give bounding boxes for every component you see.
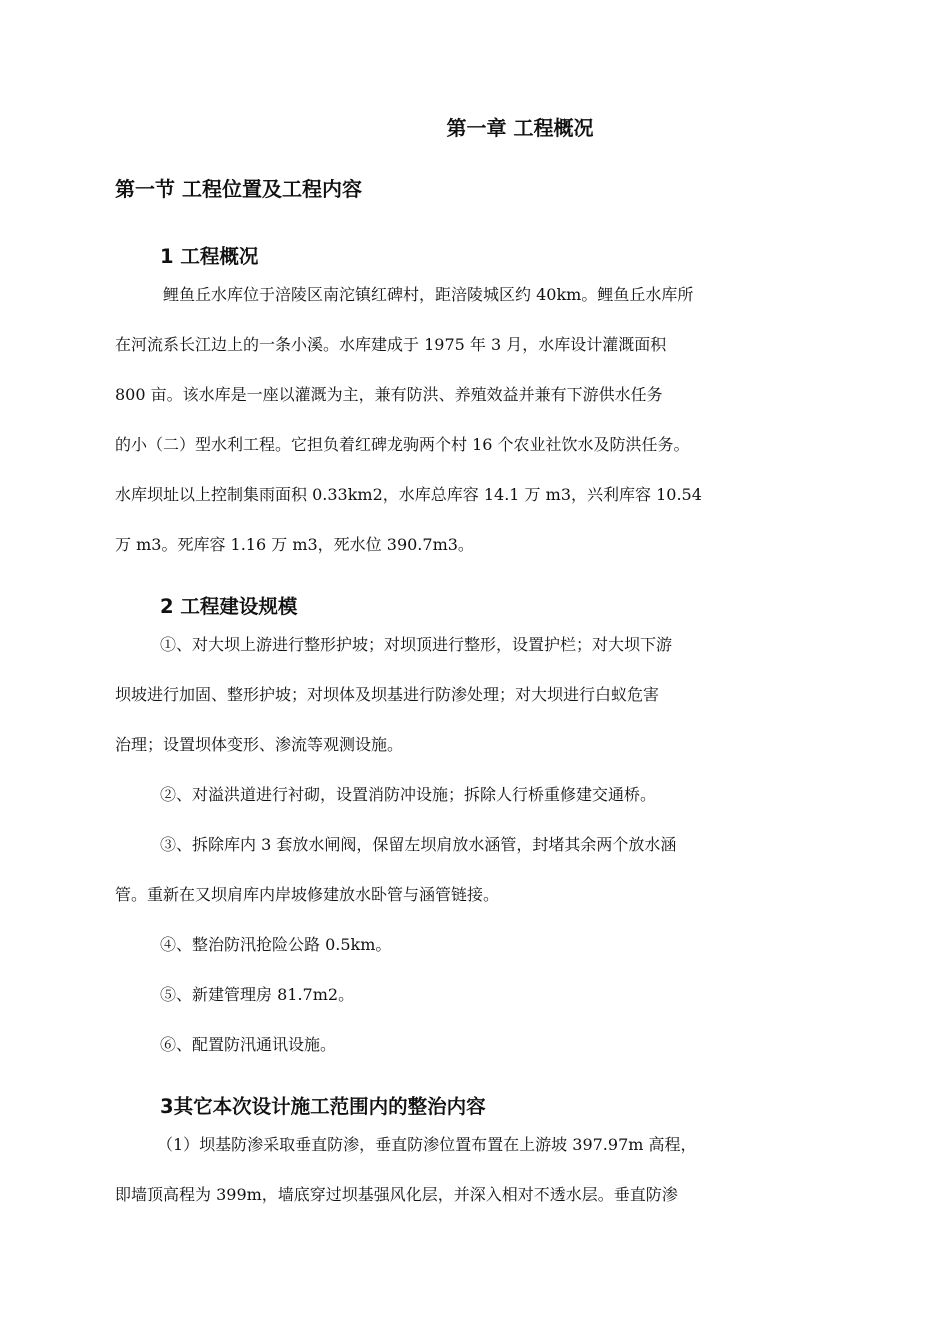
scale-item-line: 管。重新在又坝肩库内岸坡修建放水卧管与涵管链接。 <box>115 885 500 904</box>
overview-line: 在河流系长江边上的一条小溪。水库建成于 1975 年 3 月，水库设计灌溉面积 <box>115 335 667 354</box>
scale-item-line: 治理；设置坝体变形、渗流等观测设施。 <box>115 735 404 754</box>
other-line: （1）坝基防渗采取垂直防渗，垂直防渗位置布置在上游坡 397.97m 高程， <box>157 1135 697 1154</box>
section-title: 第一节 工程位置及工程内容 <box>115 177 362 201</box>
scale-item-6 <box>115 1032 905 1082</box>
heading-project-overview: 1 工程概况 <box>160 245 259 268</box>
scale-item-line: ③、拆除库内 3 套放水闸阀，保留左坝肩放水涵管，封堵其余两个放水涵 <box>160 835 677 854</box>
overview-line: 鲤鱼丘水库位于涪陵区南沱镇红碑村，距涪陵城区约 40km。鲤鱼丘水库所 <box>163 285 694 304</box>
chapter-title: 第一章 工程概况 <box>446 116 594 140</box>
overview-line: 水库坝址以上控制集雨面积 0.33km2，水库总库容 14.1 万 m3，兴利库容 10.54 <box>115 485 702 504</box>
heading-other-remediation: 3其它本次设计施工范围内的整治内容 <box>160 1095 486 1118</box>
scale-item-1 <box>115 632 905 782</box>
scale-item-line: ①、对大坝上游进行整形护坡；对坝顶进行整形，设置护栏；对大坝下游 <box>160 635 673 654</box>
scale-item-2 <box>115 782 905 832</box>
overview-line: 的小（二）型水利工程。它担负着红碑龙驹两个村 16 个农业社饮水及防洪任务。 <box>115 435 690 454</box>
scale-item-line: 坝坡进行加固、整形护坡；对坝体及坝基进行防渗处理；对大坝进行白蚁危害 <box>115 685 660 704</box>
document-body <box>115 232 905 1232</box>
scale-item-line: ⑤、新建管理房 81.7m2。 <box>160 985 355 1004</box>
scale-item-line: ②、对溢洪道进行衬砌，设置消防冲设施；拆除人行桥重修建交通桥。 <box>160 785 657 804</box>
overview-line: 800 亩。该水库是一座以灌溉为主，兼有防洪、养殖效益并兼有下游供水任务 <box>115 385 663 404</box>
scale-item-3 <box>115 832 905 932</box>
scale-item-5 <box>115 982 905 1032</box>
overview-paragraph <box>115 282 905 582</box>
scale-item-line: ⑥、配置防汛通讯设施。 <box>160 1035 337 1054</box>
overview-line: 万 m3。死库容 1.16 万 m3，死水位 390.7m3。 <box>115 535 474 554</box>
other-line: 即墙顶高程为 399m，墙底穿过坝基强风化层，并深入相对不透水层。垂直防渗 <box>115 1185 678 1204</box>
scale-item-4 <box>115 932 905 982</box>
scale-item-line: ④、整治防汛抢险公路 0.5km。 <box>160 935 392 954</box>
heading-construction-scale: 2 工程建设规模 <box>160 595 298 618</box>
other-paragraph <box>115 1132 905 1232</box>
